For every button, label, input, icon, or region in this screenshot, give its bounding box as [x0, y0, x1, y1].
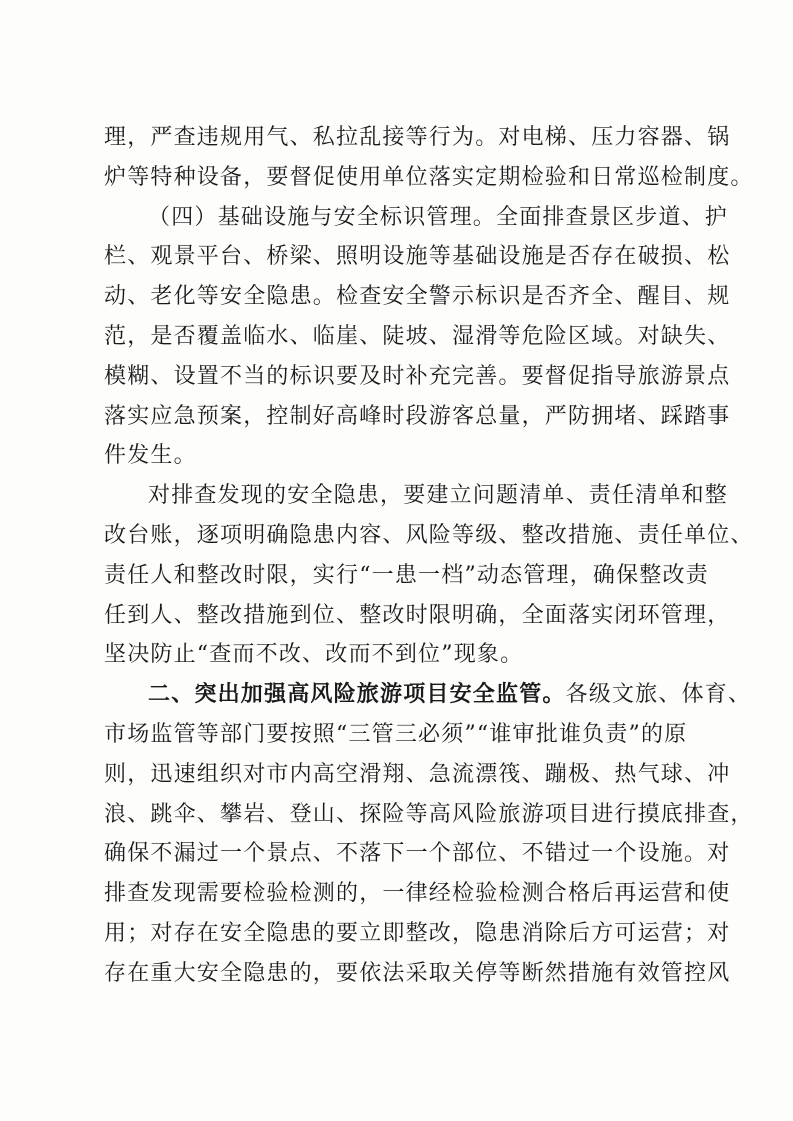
text-line: 对排查发现的安全隐患，要建立问题清单、责任清单和整 [148, 483, 729, 509]
section-heading: 二、突出加强高风险旅游项目安全监管。 [148, 682, 566, 708]
text-line: 范，是否覆盖临水、临崖、陡坡、湿滑等危险区域。对缺失、 [104, 323, 731, 349]
text-line: 确保不漏过一个景点、不落下一个部位、不错过一个设施。对 [104, 841, 731, 867]
text-line: 用；对存在安全隐患的要立即整改，隐患消除后方可运营；对 [104, 920, 731, 946]
text-line: 件发生。 [104, 443, 197, 469]
paragraph-rectification [104, 476, 754, 675]
paragraph-infrastructure [104, 198, 731, 477]
body-text [104, 118, 754, 994]
text-line: 市场监管等部门要按照“三管三必须”“谁审批谁负责”的原 [104, 721, 688, 747]
text-line: 模糊、设置不当的标识要及时补充完善。要督促指导旅游景点 [104, 363, 731, 389]
paragraph-special-equipment [104, 118, 754, 198]
text-line: 排查发现需要检验检测的，一律经检验检测合格后再运营和使 [104, 881, 731, 907]
text-line: 责任人和整改时限，实行“一患一档”动态管理，确保整改责 [104, 562, 709, 588]
text-line: 浪、跳伞、攀岩、登山、探险等高风险旅游项目进行摸底排查， [104, 801, 754, 827]
paragraph-high-risk-projects [104, 675, 754, 993]
text-line: 落实应急预案，控制好高峰时段游客总量，严防拥堵、踩踏事 [104, 403, 731, 429]
text-line: 改台账，逐项明确隐患内容、风险等级、整改措施、责任单位、 [104, 522, 754, 548]
text-line: 坚决防止“查而不改、改而不到位”现象。 [104, 642, 524, 668]
text-line [104, 675, 752, 715]
text-line: 则，迅速组织对市内高空滑翔、急流漂筏、蹦极、热气球、冲 [104, 761, 731, 787]
text-line: 存在重大安全隐患的，要依法采取关停等断然措施有效管控风 [104, 960, 731, 986]
text-line: 栏、观景平台、桥梁、照明设施等基础设施是否存在破损、松 [104, 244, 731, 270]
text-line: （四）基础设施与安全标识管理。全面排查景区步道、护 [148, 204, 729, 230]
text-line-tail: 各级文旅、体育、 [565, 682, 752, 708]
text-line: 动、老化等安全隐患。检查安全警示标识是否齐全、醒目、规 [104, 284, 731, 310]
text-line: 炉等特种设备，要督促使用单位落实定期检验和日常巡检制度。 [104, 164, 754, 190]
text-line: 理，严查违规用气、私拉乱接等行为。对电梯、压力容器、锅 [104, 125, 731, 150]
text-line: 任到人、整改措施到位、整改时限明确，全面落实闭环管理， [104, 602, 731, 628]
